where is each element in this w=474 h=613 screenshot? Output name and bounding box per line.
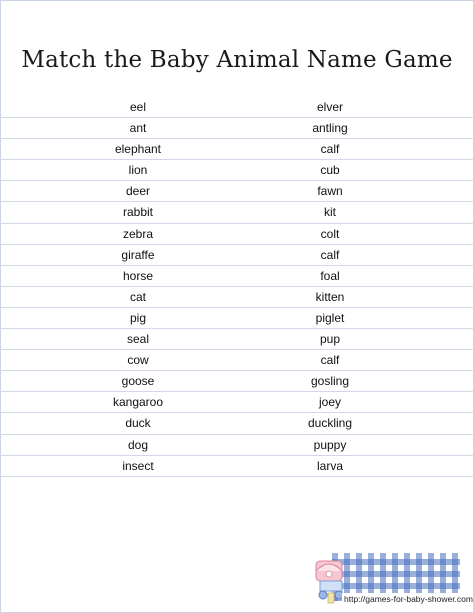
- baby-name: fawn: [317, 184, 343, 199]
- animal-name: giraffe: [121, 247, 155, 262]
- baby-name: antling: [312, 121, 348, 136]
- list-row: [0, 308, 474, 329]
- list-row: [0, 139, 474, 160]
- baby-name: puppy: [313, 437, 347, 452]
- baby-name: calf: [320, 353, 340, 368]
- baby-name: piglet: [315, 310, 345, 325]
- list-row: [0, 97, 474, 118]
- baby-name: colt: [320, 226, 340, 241]
- list-row: [0, 456, 474, 477]
- list-row: [0, 287, 474, 308]
- animal-name: elephant: [114, 142, 162, 157]
- word-list: [0, 97, 474, 477]
- animal-name: deer: [125, 184, 151, 199]
- animal-name: pig: [129, 310, 146, 325]
- animal-name: cow: [127, 353, 149, 368]
- animal-name: seal: [126, 332, 149, 347]
- list-row: [0, 118, 474, 139]
- animal-name: goose: [121, 374, 155, 389]
- baby-name: kitten: [315, 289, 345, 304]
- animal-name: insect: [122, 458, 154, 473]
- animal-name: horse: [122, 268, 154, 283]
- list-row: [0, 224, 474, 245]
- list-row: [0, 392, 474, 413]
- footer-badge: [310, 553, 473, 605]
- baby-name: pup: [319, 332, 341, 347]
- animal-name: cat: [129, 289, 146, 304]
- list-row: [0, 202, 474, 223]
- list-row: [0, 160, 474, 181]
- list-row: [0, 435, 474, 456]
- baby-name: calf: [320, 142, 340, 157]
- animal-name: lion: [128, 163, 148, 178]
- baby-name: foal: [320, 268, 340, 283]
- page-title: Match the Baby Animal Name Game: [21, 47, 453, 73]
- animal-name: rabbit: [122, 205, 154, 220]
- baby-name: elver: [316, 100, 343, 114]
- baby-name: cub: [320, 163, 340, 178]
- baby-name: joey: [318, 395, 341, 410]
- list-row: [0, 266, 474, 287]
- animal-name: kangaroo: [112, 395, 164, 410]
- list-row: [0, 371, 474, 392]
- baby-name: calf: [320, 247, 340, 262]
- list-row: [0, 245, 474, 266]
- list-row: [0, 413, 474, 434]
- website-link[interactable]: http://games-for-baby-shower.com: [344, 594, 473, 604]
- baby-name: duckling: [307, 416, 353, 431]
- list-row: [0, 329, 474, 350]
- baby-name: larva: [316, 458, 343, 473]
- baby-name: kit: [324, 205, 336, 220]
- baby-name: gosling: [310, 374, 350, 389]
- animal-name: dog: [127, 437, 149, 452]
- animal-name: duck: [125, 416, 151, 431]
- animal-name: zebra: [122, 226, 154, 241]
- animal-name: eel: [129, 100, 146, 114]
- list-row: [0, 181, 474, 202]
- list-row: [0, 350, 474, 371]
- animal-name: ant: [129, 121, 147, 136]
